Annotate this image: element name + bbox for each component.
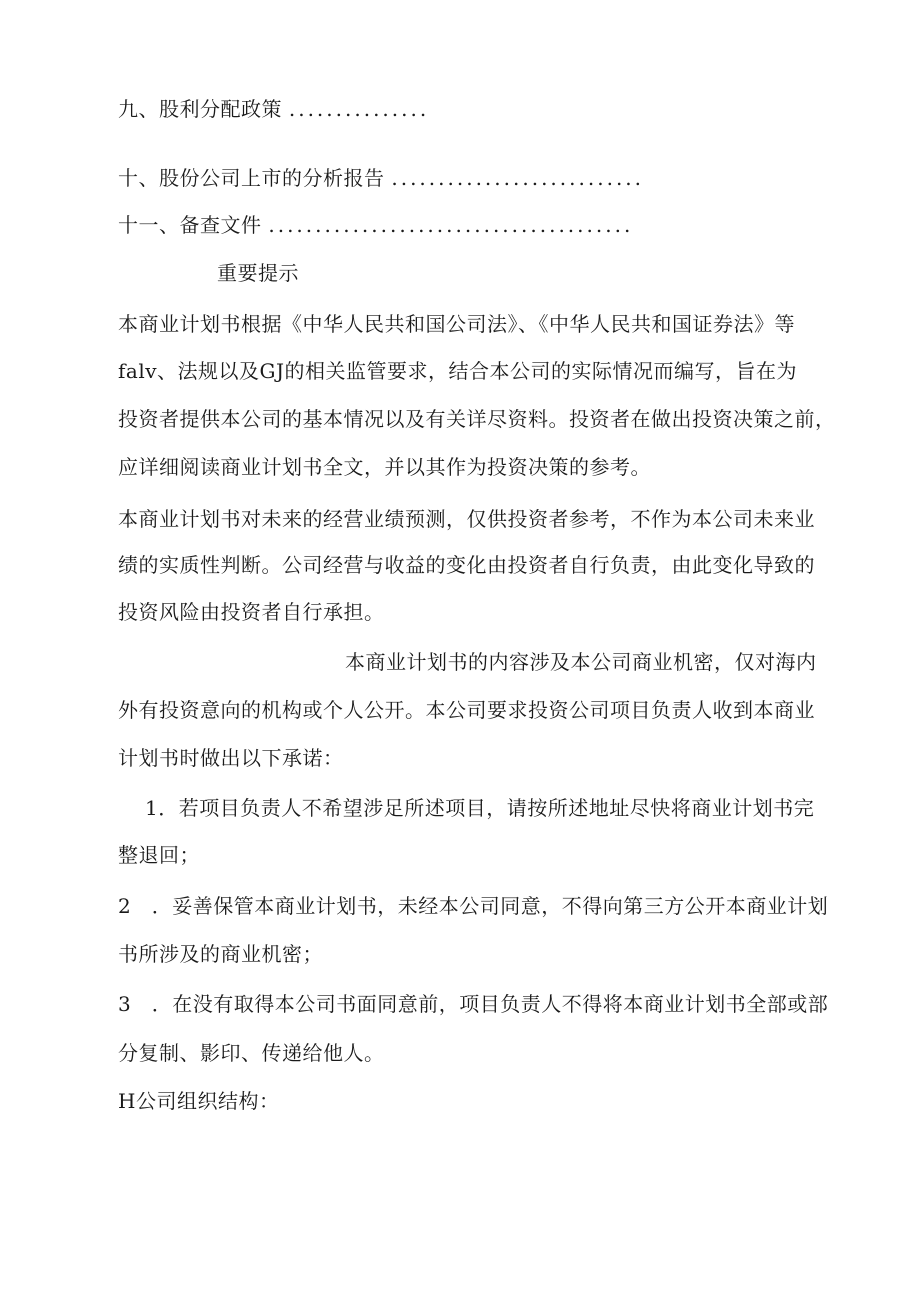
notice-heading: 重要提示 [217,261,299,285]
toc-entry-11 [118,211,633,239]
commitment-item-3: 3 ．在没有取得本公司书面同意前，项目负责人不得将本商业计划书全部或部 [118,992,829,1016]
notice-line: 计划书时做出以下承诺： [118,746,344,770]
notice-line: 应详细阅读商业计划书全文，并以其作为投资决策的参考。 [118,455,651,479]
toc-title: 十、股份公司上市的分析报告 [118,166,385,190]
toc-entry-9 [118,95,429,123]
commitment-item-2: 2 ．妥善保管本商业计划书，未经本公司同意，不得向第三方公开本商业计划 [118,894,829,918]
commitment-item-1-cont: 整退回； [118,843,200,867]
commitment-item-1: 1．若项目负责人不希望涉足所述项目，请按所述地址尽快将商业计划书完 [145,796,815,820]
toc-leader-dots: ........................... [391,166,645,190]
toc-entry-10 [118,164,644,192]
notice-line: 本商业计划书对未来的经营业绩预测，仅供投资者参考，不作为本公司未来业 [118,507,815,531]
commitment-item-2-cont: 书所涉及的商业机密； [118,942,323,966]
toc-title: 十一、备查文件 [118,213,262,237]
org-structure-heading: H公司组织结构： [118,1089,280,1113]
notice-line: falv、法规以及GJ的相关监管要求，结合本公司的实际情况而编写，旨在为 [118,359,798,383]
notice-line: 本商业计划书根据《中华人民共和国公司法》、《中华人民共和国证券法》等 [118,312,795,336]
commitment-item-3-cont: 分复制、影印、传递给他人。 [118,1041,385,1065]
toc-leader-dots: ....................................... [268,213,634,237]
toc-leader-dots: ............... [288,97,430,121]
notice-line: 投资者提供本公司的基本情况以及有关详尽资料。投资者在做出投资决策之前， [118,407,836,431]
notice-line: 本商业计划书的内容涉及本公司商业机密，仅对海内 [345,650,817,674]
toc-title: 九、股利分配政策 [118,97,282,121]
notice-line: 外有投资意向的机构或个人公开。本公司要求投资公司项目负责人收到本商业 [118,698,815,722]
notice-line: 投资风险由投资者自行承担。 [118,600,385,624]
notice-line: 绩的实质性判断。公司经营与收益的变化由投资者自行负责，由此变化导致的 [118,553,815,577]
